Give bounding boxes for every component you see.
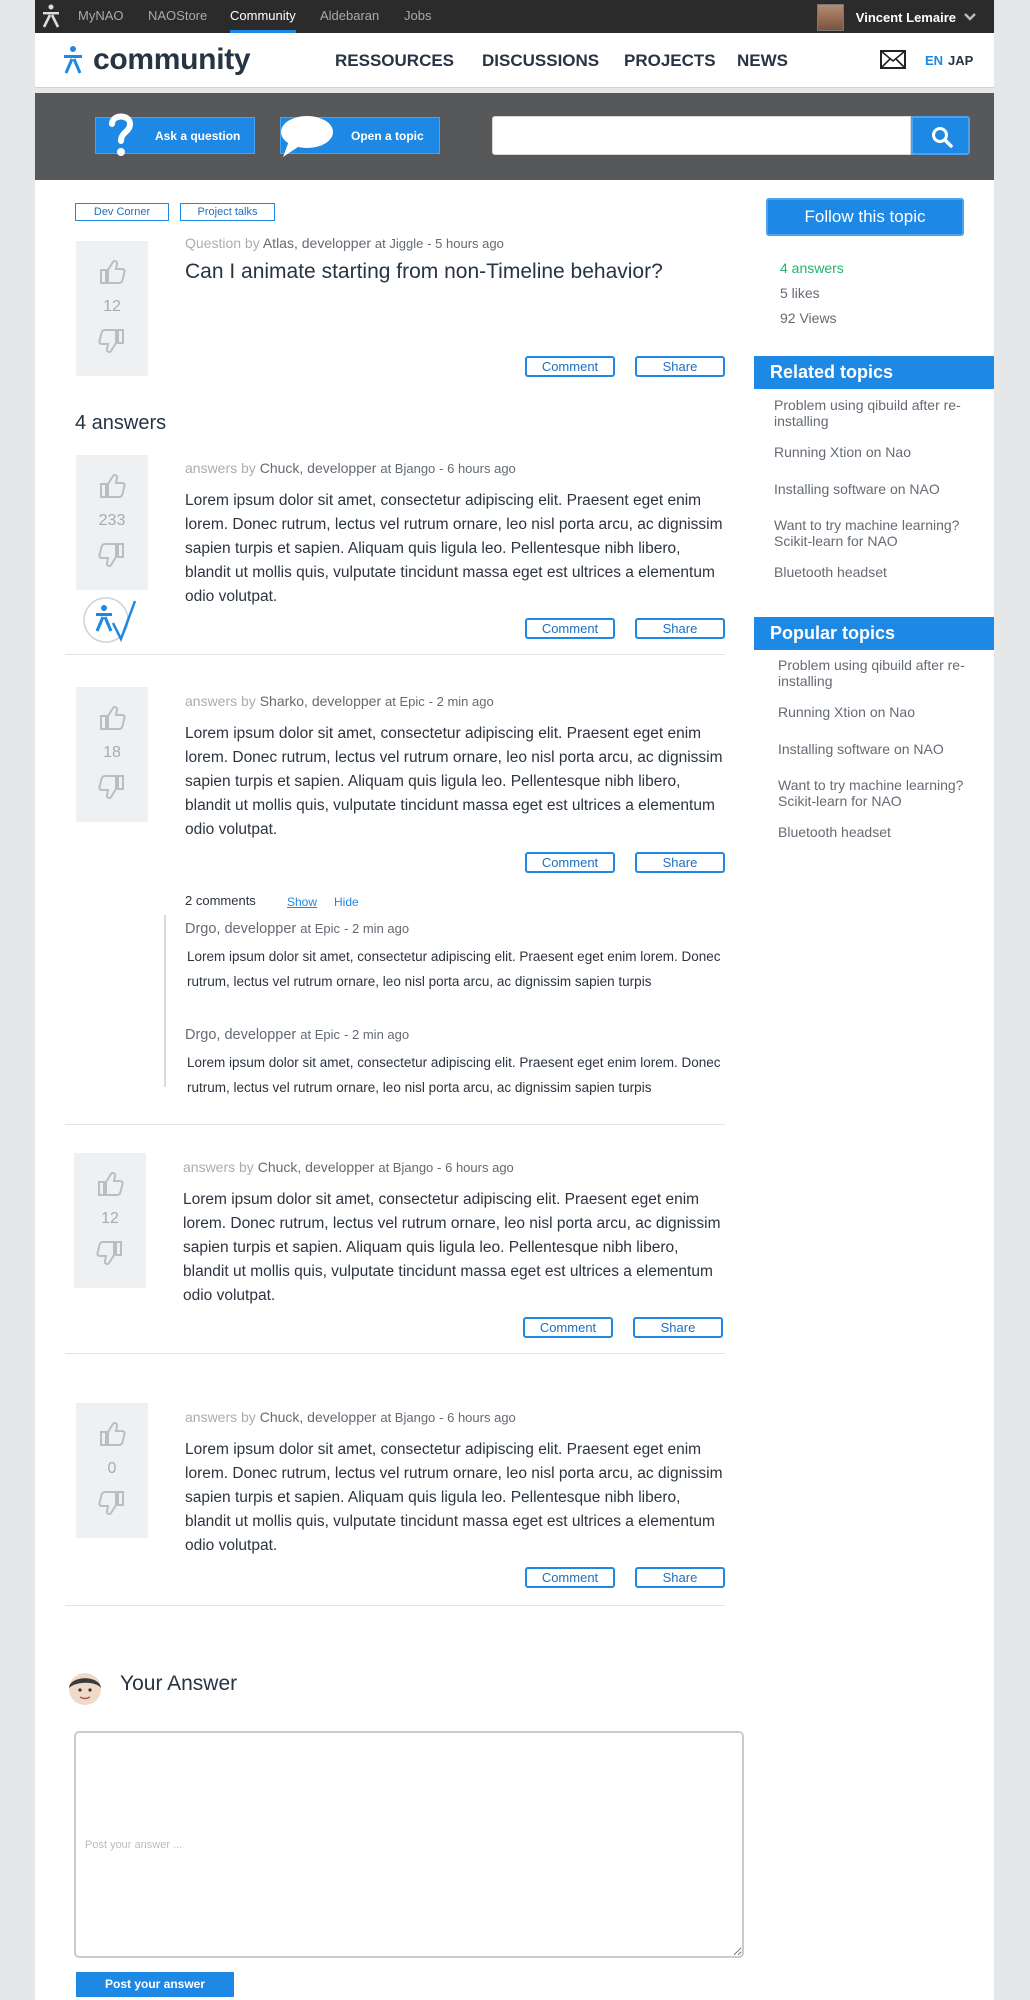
related-topic-5[interactable]: Bluetooth headset <box>774 564 887 580</box>
nav-news[interactable]: NEWS <box>737 51 788 70</box>
thumbs-down-icon[interactable] <box>96 1239 124 1267</box>
comments-count: 2 comments <box>185 893 256 908</box>
nav-ressources[interactable]: RESSOURCES <box>335 51 455 70</box>
comments-show-link[interactable]: Show <box>287 895 318 909</box>
your-answer-title: Your Answer <box>120 1672 238 1695</box>
comment-1-time: - 2 min ago <box>344 921 410 936</box>
answer-3-at: at Bjango <box>378 1160 434 1175</box>
user-name: Vincent Lemaire <box>855 9 956 25</box>
answer-3-time: - 6 hours ago <box>437 1160 514 1175</box>
open-topic-label: Open a topic <box>351 129 424 143</box>
user-avatar-icon <box>68 1672 102 1706</box>
divider <box>65 654 725 655</box>
search-input[interactable] <box>492 116 911 155</box>
answer-4-vote-count: 0 <box>107 1460 117 1477</box>
stat-views: 92 Views <box>780 310 837 326</box>
answer-1-share-button[interactable]: Share <box>635 618 725 639</box>
answer-2-prefix: answers by <box>185 693 256 709</box>
thumbs-down-icon[interactable] <box>98 327 126 355</box>
question-at: at Jiggle <box>374 236 424 251</box>
question-vote-count: 12 <box>103 298 121 315</box>
answer-2-at: at Epic <box>385 694 425 709</box>
stat-answers: 4 answers <box>780 260 844 276</box>
question-comment-button[interactable]: Comment <box>525 356 615 377</box>
question-share-button[interactable]: Share <box>635 356 725 377</box>
question-meta-prefix: Question by <box>185 235 260 251</box>
answer-2-share-button[interactable]: Share <box>635 852 725 873</box>
top-nav-naostore[interactable]: NAOStore <box>148 8 208 23</box>
question-mark-icon <box>108 112 134 158</box>
site-header <box>35 33 994 88</box>
answer-2-text: Lorem ipsum dolor sit amet, consectetur adipiscing elit. Praesent eget enim lorem. Donec rutrum, lectus vel rutrum ornare, leo nisl porta arcu, ac dignissim sapien turpis et sapien. Aliquam quis ligula leo. Pellentesque nibh libero, blandit ut mollis quis, vulputate tincidunt massa eget est ultrices a elementum odio volutpat. <box>185 725 723 838</box>
nav-projects[interactable]: PROJECTS <box>624 51 716 70</box>
comment-2-author[interactable]: Drgo, developper <box>185 1027 297 1043</box>
post-answer-button[interactable]: Post your answer <box>76 1972 234 1997</box>
question-title: Can I animate starting from non-Timeline behavior? <box>185 260 663 283</box>
popular-topic-3[interactable]: Installing software on NAO <box>778 741 944 757</box>
answer-1-vote-count: 233 <box>98 512 126 529</box>
related-topic-1[interactable]: Problem using qibuild after re-installing <box>774 397 961 429</box>
answer-4-vote-box <box>76 1403 148 1538</box>
speech-bubble-icon <box>279 115 335 159</box>
comment-2-text: Lorem ipsum dolor sit amet, consectetur adipiscing elit. Praesent eget enim lorem. Donec rutrum, lectus vel rutrum ornare, leo nisl porta arcu, ac dignissim sapien turpis <box>187 1055 721 1095</box>
top-nav-community[interactable]: Community <box>230 0 296 33</box>
answer-2-author[interactable]: Sharko, developper <box>259 693 382 709</box>
comments-bar <box>164 915 166 1087</box>
user-menu[interactable] <box>817 3 976 31</box>
related-topic-4[interactable]: Want to try machine learning? Scikit-learn for NAO <box>774 517 960 549</box>
lang-en[interactable]: EN <box>925 53 944 68</box>
top-bar <box>35 0 994 33</box>
nav-discussions[interactable]: DISCUSSIONS <box>482 51 600 70</box>
comment-1-at: at Epic <box>300 921 341 936</box>
user-avatar <box>817 4 844 31</box>
comment-1-text: Lorem ipsum dolor sit amet, consectetur adipiscing elit. Praesent eget enim lorem. Donec rutrum, lectus vel rutrum ornare, leo nisl porta arcu, ac dignissim sapien turpis <box>187 949 721 989</box>
community-logo[interactable] <box>63 43 250 77</box>
answer-4-author[interactable]: Chuck, developper <box>259 1409 377 1425</box>
action-bar <box>35 93 994 180</box>
lang-jap[interactable]: JAP <box>948 53 974 68</box>
answer-1-at: at Bjango <box>380 461 436 476</box>
answer-4-time: - 6 hours ago <box>439 1410 516 1425</box>
popular-topics-heading: Popular topics <box>754 617 994 650</box>
answer-1-meta <box>185 460 516 476</box>
divider <box>65 1353 725 1354</box>
comment-2-meta <box>185 1027 409 1043</box>
tag-dev-corner[interactable]: Dev Corner <box>75 203 169 221</box>
brand-text: community <box>93 43 251 76</box>
thumbs-up-icon[interactable] <box>96 1170 124 1198</box>
answer-2-vote-count: 18 <box>103 744 121 761</box>
popular-topic-2[interactable]: Running Xtion on Nao <box>778 704 915 720</box>
thumbs-up-icon[interactable] <box>98 472 126 500</box>
answer-1-text: Lorem ipsum dolor sit amet, consectetur adipiscing elit. Praesent eget enim lorem. Donec rutrum, lectus vel rutrum ornare, leo nisl porta arcu, ac dignissim sapien turpis et sapien. Aliquam quis ligula leo. Pellentesque nibh libero, blandit ut mollis quis, vulputate tincidunt massa eget est ultrices a elementum odio volutpat. <box>185 492 723 605</box>
answer-3-comment-button[interactable]: Comment <box>523 1317 613 1338</box>
thumbs-up-icon[interactable] <box>98 258 126 286</box>
answer-3-meta <box>183 1159 514 1175</box>
question-author[interactable]: Atlas, developper <box>262 235 372 251</box>
question-meta <box>185 235 504 251</box>
answer-3-author[interactable]: Chuck, developper <box>257 1159 375 1175</box>
follow-topic-button[interactable]: Follow this topic <box>766 198 964 236</box>
comment-1-meta <box>185 921 409 937</box>
answer-1-prefix: answers by <box>185 460 256 476</box>
question-time: - 5 hours ago <box>427 236 504 251</box>
popular-topic-1[interactable]: Problem using qibuild after re-installing <box>778 657 965 689</box>
answer-4-meta <box>185 1409 516 1425</box>
answer-1-author[interactable]: Chuck, developper <box>259 460 377 476</box>
answer-2-vote-box <box>76 687 148 822</box>
related-topic-2[interactable]: Running Xtion on Nao <box>774 444 911 460</box>
related-topic-3[interactable]: Installing software on NAO <box>774 481 940 497</box>
answer-4-text: Lorem ipsum dolor sit amet, consectetur adipiscing elit. Praesent eget enim lorem. Donec rutrum, lectus vel rutrum ornare, leo nisl porta arcu, ac dignissim sapien turpis et sapien. Aliquam quis ligula leo. Pellentesque nibh libero, blandit ut mollis quis, vulputate tincidunt massa eget est ultrices a elementum odio volutpat. <box>185 1441 723 1554</box>
popular-topic-5[interactable]: Bluetooth headset <box>778 824 891 840</box>
comment-2-time: - 2 min ago <box>344 1027 410 1042</box>
answer-placeholder: Post your answer ... <box>85 1839 183 1851</box>
thumbs-up-icon[interactable] <box>98 1420 126 1448</box>
search-icon <box>931 126 953 148</box>
question-vote-box <box>76 241 148 376</box>
answer-3-text: Lorem ipsum dolor sit amet, consectetur adipiscing elit. Praesent eget enim lorem. Donec rutrum, lectus vel rutrum ornare, leo nisl porta arcu, ac dignissim sapien turpis et sapien. Aliquam quis ligula leo. Pellentesque nibh libero, blandit ut mollis quis, vulputate tincidunt massa eget est ultrices a elementum odio volutpat. <box>183 1191 721 1304</box>
chevron-down-icon <box>964 13 976 21</box>
nao-logo-icon[interactable] <box>41 3 61 29</box>
open-topic-button[interactable] <box>280 117 440 154</box>
answer-4-comment-button[interactable]: Comment <box>525 1567 615 1588</box>
accepted-answer-icon <box>83 595 137 645</box>
related-topics-heading: Related topics <box>754 356 994 389</box>
top-nav-jobs[interactable]: Jobs <box>404 8 432 23</box>
answers-heading: 4 answers <box>75 412 167 434</box>
thumbs-down-icon[interactable] <box>98 541 126 569</box>
answer-3-vote-box <box>74 1153 146 1288</box>
answer-3-prefix: answers by <box>183 1159 254 1175</box>
answer-2-comment-button[interactable]: Comment <box>525 852 615 873</box>
comment-2-at: at Epic <box>300 1027 341 1042</box>
answer-4-at: at Bjango <box>380 1410 436 1425</box>
stat-likes: 5 likes <box>780 285 820 301</box>
answer-2-meta <box>185 693 494 709</box>
answer-1-comment-button[interactable]: Comment <box>525 618 615 639</box>
divider <box>65 1124 725 1125</box>
thumbs-up-icon[interactable] <box>98 704 126 732</box>
comments-hide-link[interactable]: Hide <box>334 895 359 909</box>
ask-question-label: Ask a question <box>155 129 241 143</box>
answer-1-vote-box <box>76 455 148 590</box>
thumbs-down-icon[interactable] <box>98 1489 126 1517</box>
popular-topic-4[interactable]: Want to try machine learning? Scikit-learn for NAO <box>778 777 964 809</box>
answer-3-share-button[interactable]: Share <box>633 1317 723 1338</box>
ask-question-button[interactable] <box>95 117 255 154</box>
main-content <box>35 180 994 2000</box>
answer-1-time: - 6 hours ago <box>439 461 516 476</box>
answer-2-time: - 2 min ago <box>428 694 494 709</box>
mail-icon[interactable] <box>880 50 906 69</box>
top-nav-mynao[interactable]: MyNAO <box>78 8 124 23</box>
divider <box>65 1605 725 1606</box>
thumbs-down-icon[interactable] <box>98 773 126 801</box>
answer-3-vote-count: 12 <box>101 1210 119 1227</box>
top-nav-aldebaran[interactable]: Aldebaran <box>320 8 380 23</box>
answer-4-share-button[interactable]: Share <box>635 1567 725 1588</box>
answer-4-prefix: answers by <box>185 1409 256 1425</box>
search-button[interactable] <box>911 116 970 155</box>
comment-1-author[interactable]: Drgo, developper <box>185 921 297 937</box>
community-logo-icon <box>63 45 83 75</box>
tag-project-talks[interactable]: Project talks <box>180 203 275 221</box>
